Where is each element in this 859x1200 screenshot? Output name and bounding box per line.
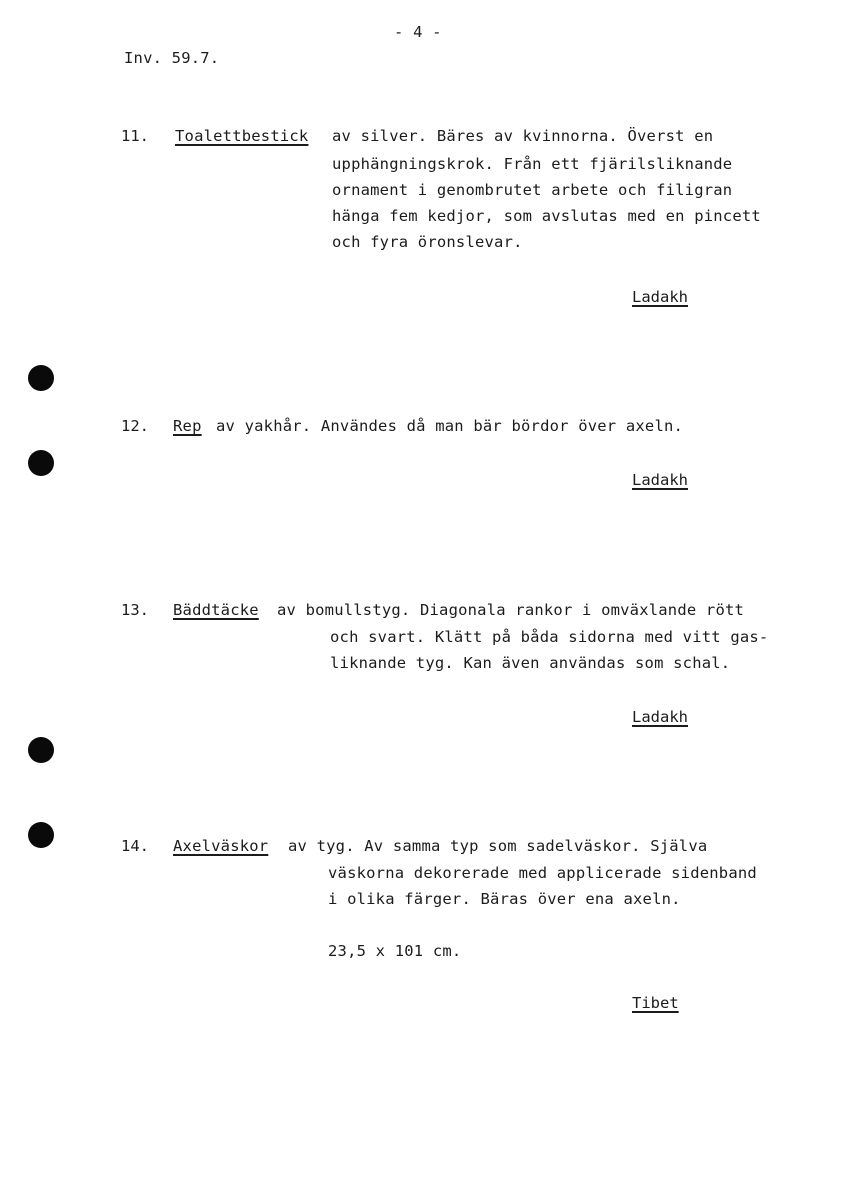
entry-line: och svart. Klätt på båda sidorna med vitt gas-: [330, 628, 769, 646]
entry-origin: Ladakh: [632, 471, 688, 489]
entry-line: liknande tyg. Kan även användas som schal.: [330, 654, 731, 672]
punch-hole: [28, 737, 54, 763]
entry-line: hänga fem kedjor, som avslutas med en pincett: [332, 207, 761, 225]
entry-term: [173, 597, 259, 623]
inventory-number: Inv. 59.7.: [124, 49, 220, 67]
entry-origin: Tibet: [632, 994, 679, 1012]
entry-line: och fyra öronslevar.: [332, 233, 523, 251]
punch-hole: [28, 822, 54, 848]
entry-term: [173, 833, 268, 859]
entry-line: väskorna dekorerade med applicerade sidenband: [328, 864, 757, 882]
entry-line: av silver. Bäres av kvinnorna. Överst en: [332, 127, 714, 145]
entry-term-text: Toalettbestick: [175, 127, 309, 145]
entry-origin: Ladakh: [632, 288, 688, 306]
entry-line: av tyg. Av samma typ som sadelväskor. Själva: [288, 837, 708, 855]
punch-hole: [28, 450, 54, 476]
punch-hole: [28, 365, 54, 391]
entry-line: av yakhår. Användes då man bär bördor över axeln.: [216, 417, 684, 435]
entry-line: i olika färger. Bäras över ena axeln.: [328, 890, 681, 908]
entry-number: 14.: [121, 837, 149, 855]
entry-term-text: Bäddtäcke: [173, 601, 259, 619]
entry-term: [173, 413, 202, 439]
entry-term-text: Rep: [173, 417, 202, 435]
entry-term-text: Axelväskor: [173, 837, 269, 855]
entry-dimensions: 23,5 x 101 cm.: [328, 942, 462, 960]
entry-number: 11.: [121, 127, 149, 145]
entry-line: upphängningskrok. Från ett fjärilsliknande: [332, 155, 733, 173]
entry-term: [175, 123, 308, 149]
entry-origin: Ladakh: [632, 708, 688, 726]
entry-line: ornament i genombrutet arbete och filigran: [332, 181, 733, 199]
entry-number: 12.: [121, 417, 149, 435]
entry-number: 13.: [121, 601, 149, 619]
entry-line: av bomullstyg. Diagonala rankor i omväxlande rött: [277, 601, 745, 619]
page-number: - 4 -: [394, 23, 442, 41]
